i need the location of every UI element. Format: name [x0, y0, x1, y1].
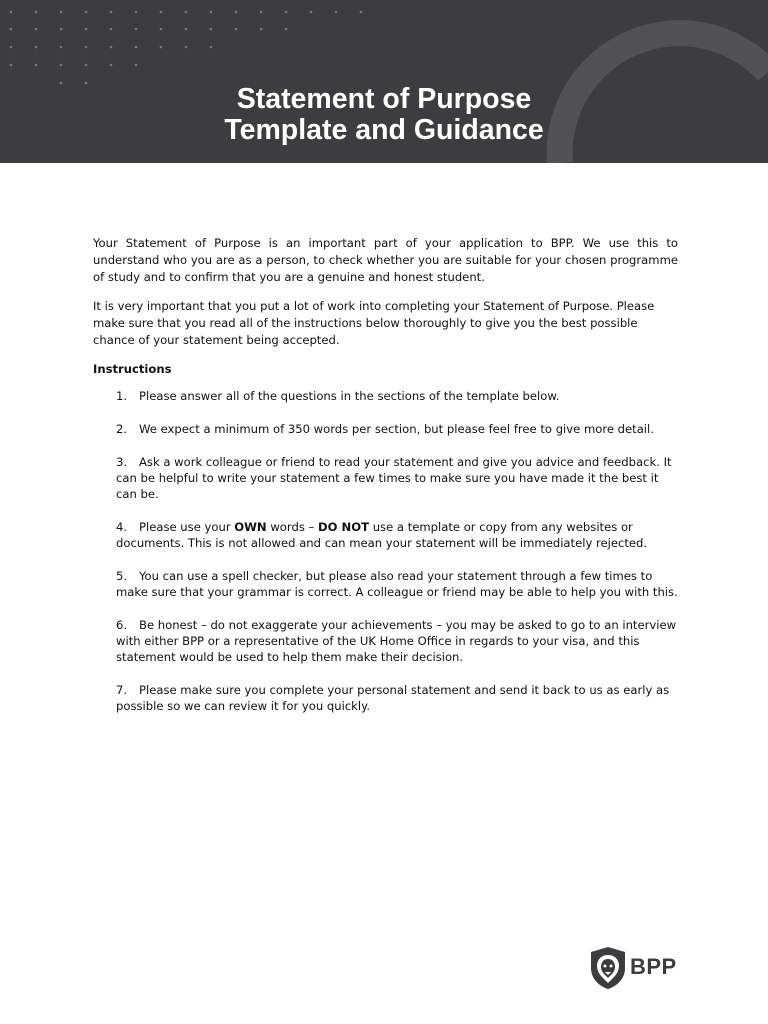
list-item: [116, 388, 678, 404]
list-item: [116, 421, 678, 437]
instructions-heading: Instructions: [93, 362, 172, 376]
title-line-1: Statement of Purpose: [236, 83, 532, 115]
page-title: [0, 84, 768, 146]
item-number: 2.: [116, 422, 128, 436]
lion-shield-icon: [588, 946, 628, 990]
document-body: [93, 235, 678, 731]
logo-text: BPP: [630, 954, 677, 979]
item-number: 6.: [116, 618, 128, 632]
header-banner: [0, 0, 768, 163]
item-text: Please answer all of the questions in the sections of the template below.: [139, 389, 560, 403]
item-number: 1.: [116, 389, 128, 403]
list-item: [116, 682, 678, 714]
item-text: Please make sure you complete your personal statement and send it back to us as early as possible so we can review it for you quickly.: [116, 683, 670, 713]
item-text: Be honest – do not exaggerate your achievements – you may be asked to go to an interview with either BPP or a representative of the UK Home Office in regards to your visa, and this statement would be used to help them make their decision.: [116, 618, 677, 664]
item-text-after: use a template or copy from any websites or documents. This is not allowed and can mean your statement will be immediately rejected.: [116, 520, 648, 550]
item-emphasis-own: OWN: [234, 520, 267, 534]
item-text: We expect a minimum of 350 words per section, but please feel free to give more detail.: [139, 422, 654, 436]
item-text: Ask a work colleague or friend to read your statement and give you advice and feedback. It can be helpful to write your statement a few times to make sure you have made it the best it can be.: [116, 455, 672, 501]
title-line-2: Template and Guidance: [224, 114, 544, 146]
item-text-before: Please use your: [139, 520, 235, 534]
list-item: [116, 617, 678, 665]
item-number: 4.: [116, 520, 128, 534]
intro-paragraph-1: Your Statement of Purpose is an important part of your application to BPP. We use this to understand who you are as a person, to check whether you are suitable for your chosen programme of study and to confirm that you are a genuine and honest student.: [93, 236, 678, 284]
bpp-logo: [588, 946, 678, 990]
item-number: 7.: [116, 683, 128, 697]
list-item: [116, 454, 678, 502]
item-number: 3.: [116, 455, 128, 469]
item-number: 5.: [116, 569, 128, 583]
list-item: [116, 519, 678, 551]
item-text: You can use a spell checker, but please also read your statement through a few times to make sure that your grammar is correct. A colleague or friend may be able to help you with this.: [116, 569, 678, 599]
instructions-list: [93, 388, 678, 714]
list-item: [116, 568, 678, 600]
item-emphasis-do-not: DO NOT: [318, 520, 370, 534]
item-text-mid: words –: [266, 520, 319, 534]
intro-paragraph-2: It is very important that you put a lot of work into completing your Statement of Purpose. Please make sure that you read all of the instructions below thoroughly to give you the best possible chance of your statement being accepted.: [93, 299, 655, 347]
